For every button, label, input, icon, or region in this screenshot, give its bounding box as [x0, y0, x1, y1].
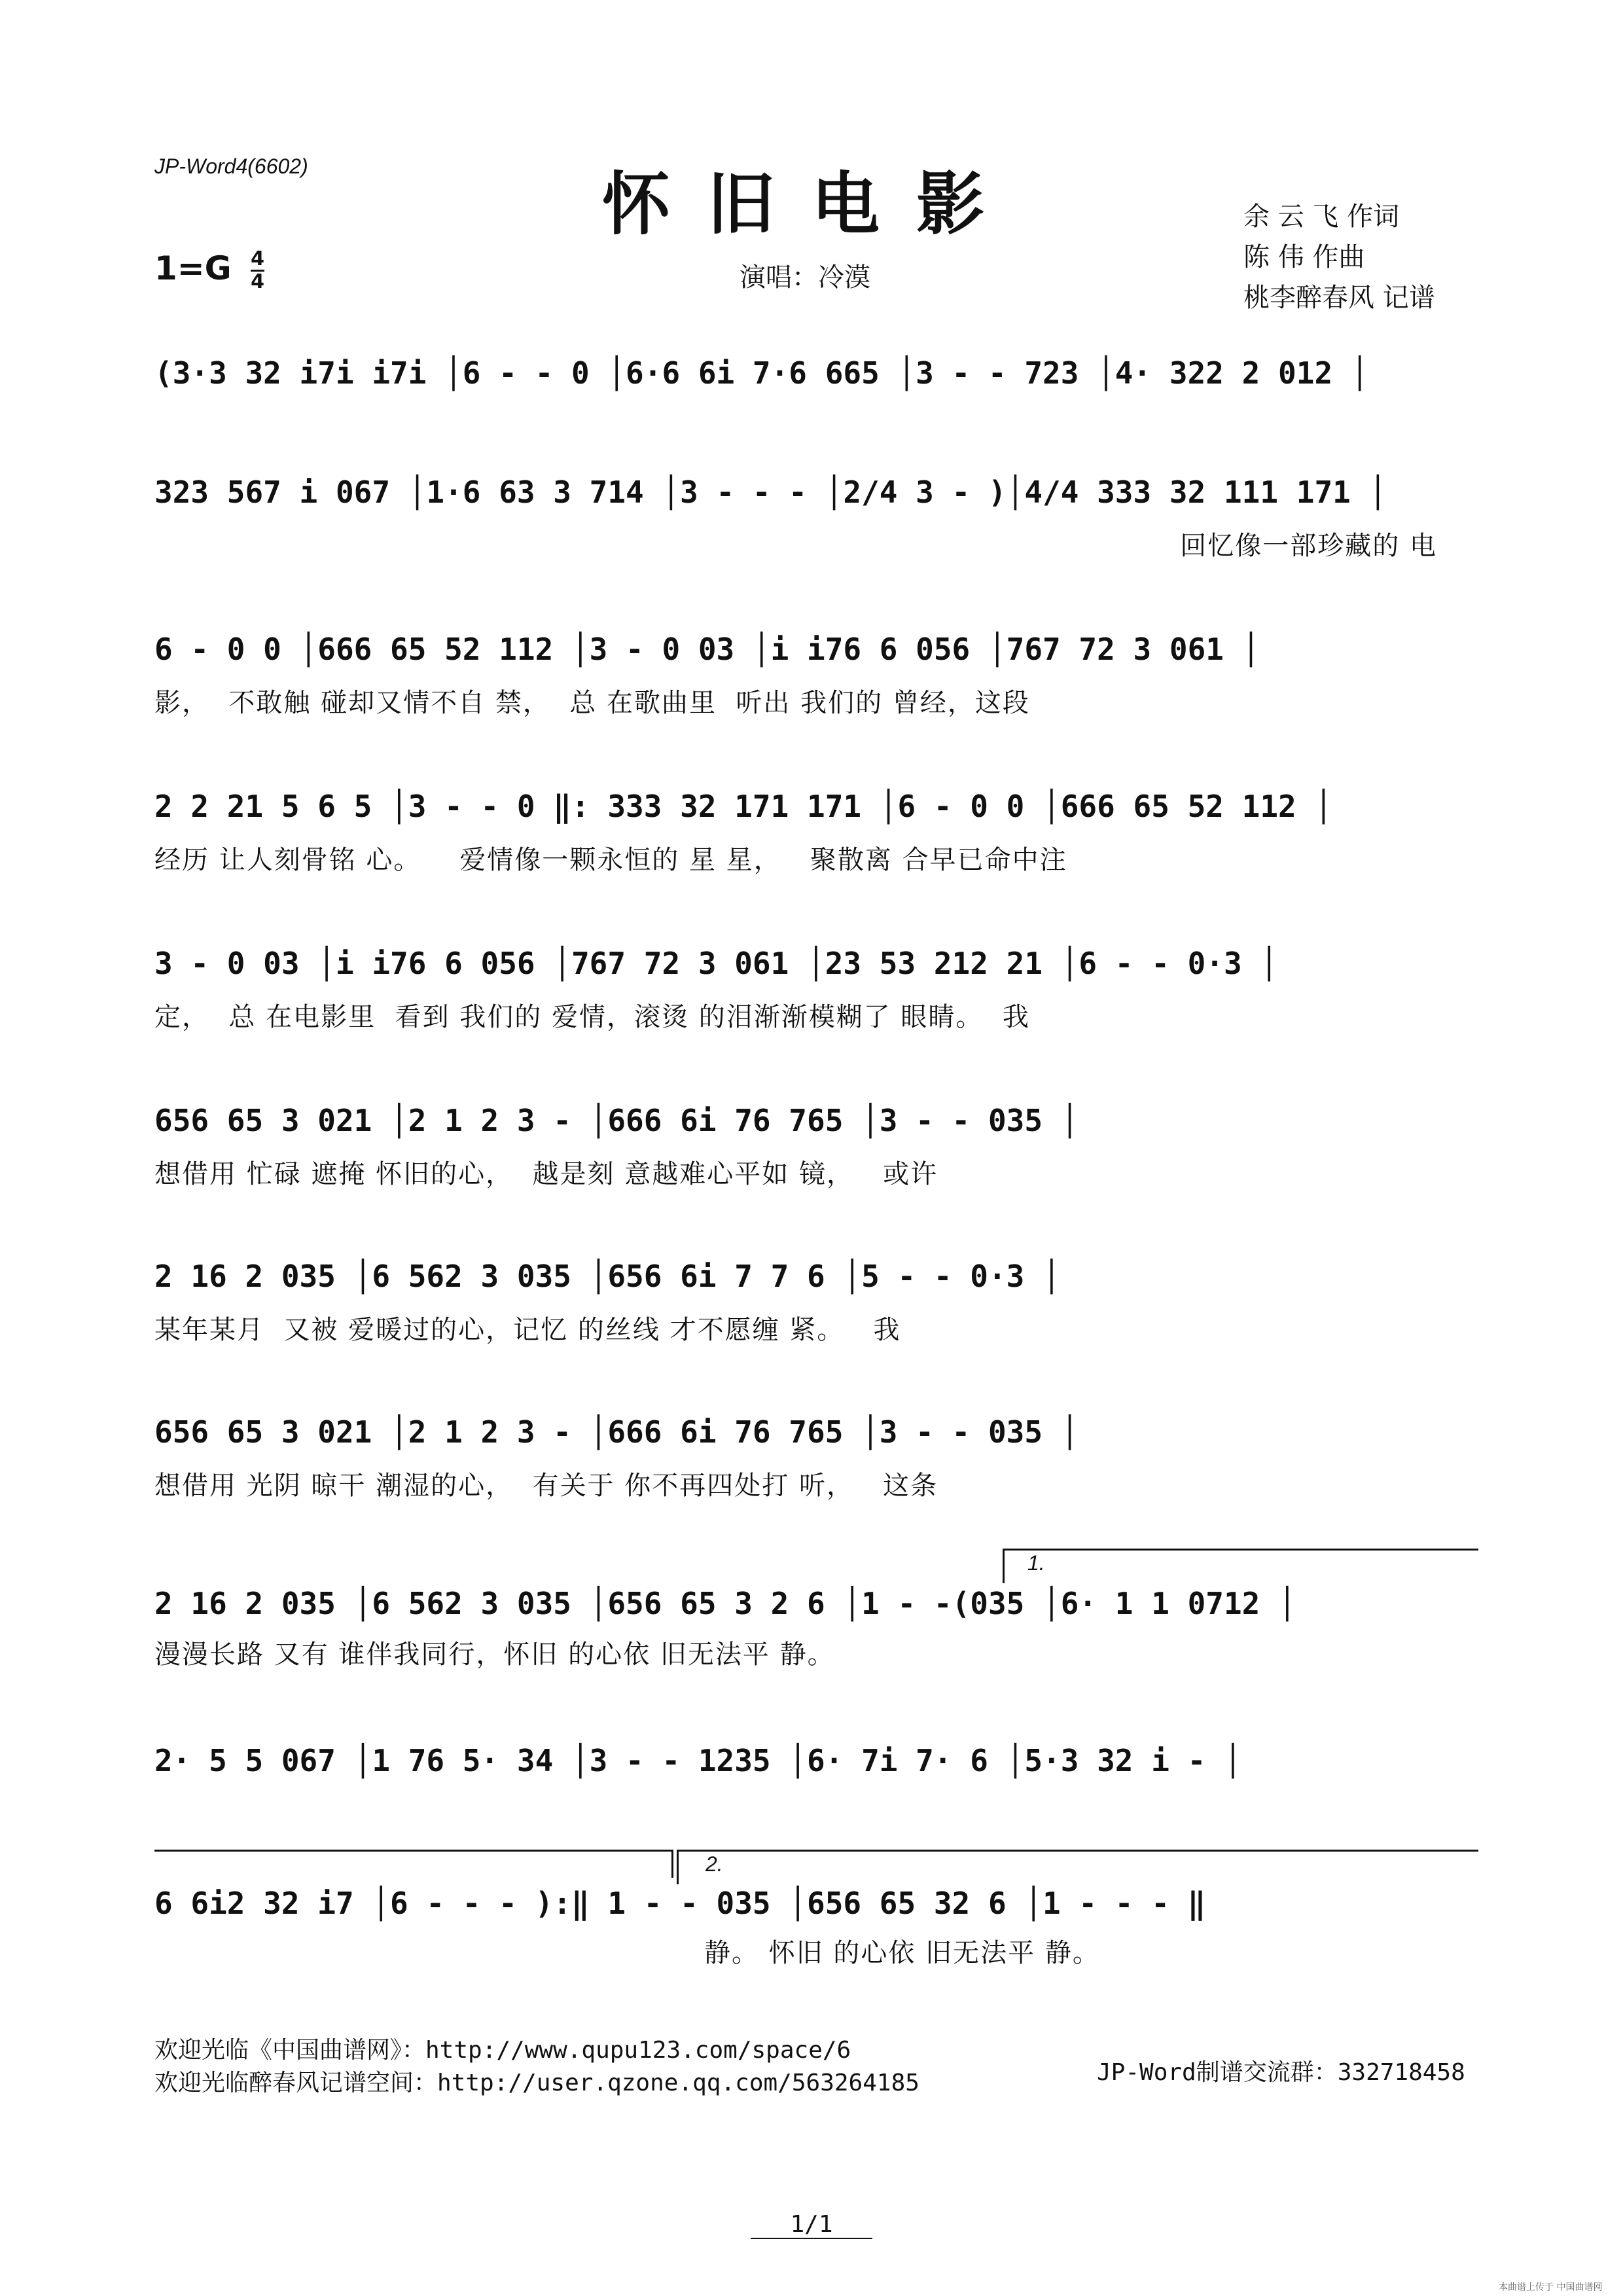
lyric-line-11: 静。 怀旧 的心依 旧无法平 静。	[704, 1938, 1100, 1968]
lyric-line-8: 想借用 光阴 晾干 潮湿的心， 有关于 你不再四处打 听， 这条	[154, 1471, 938, 1501]
score-line-10: 2· 5 5 067 │1 76 5· 34 │3 - - 1235 │6· 7i 7· 6 │5·3 32 i - │	[154, 1743, 1242, 1778]
lyric-line-7: 某年某月 又被 爱暖过的心，记忆 的丝线 才不愿缠 紧。 我	[154, 1315, 901, 1345]
qq-group: JP-Word制谱交流群：332718458	[1097, 2059, 1465, 2086]
song-title: 怀旧电影	[601, 164, 1021, 244]
lyric-line-9: 漫漫长路 又有 谁伴我同行，怀旧 的心依 旧无法平 静。	[154, 1640, 835, 1670]
site-watermark: 本曲谱上传于 中国曲谱网	[1499, 2282, 1603, 2293]
key-label: 1=G	[154, 249, 232, 287]
score-line-11: 6 6i2 32 i7 │6 - - - ):‖ 1 - - 035 │656 65 32 6 │1 - - - ‖	[154, 1886, 1206, 1921]
credits	[1243, 196, 1435, 318]
lyric-line-2: 回忆像一部珍藏的 电	[1180, 531, 1437, 561]
score-line-1: (3·3 32 i7i i7i │6 - - 0 │6·6 6i 7·6 665 │3 - - 723 │4· 322 2 012 │	[154, 355, 1369, 391]
page-number	[0, 2211, 1623, 2238]
second-ending-label: 2.	[705, 1852, 723, 1876]
score-line-6: 656 65 3 021 │2 1 2 3 - │666 6i 76 765 │3 - - 035 │	[154, 1103, 1079, 1138]
first-ending-continuation	[154, 1850, 673, 1878]
footer-link-qupu[interactable]: 欢迎光临《中国曲谱网》：http://www.qupu123.com/space/6	[154, 2037, 851, 2064]
software-version: JP-Word4(6602)	[154, 154, 308, 178]
score-line-4: 2 2 21 5 6 5 │3 - - 0 ‖: 333 32 171 171 │6 - 0 0 │666 65 52 112 │	[154, 789, 1333, 824]
second-ending-bracket	[677, 1850, 1478, 1884]
lyric-line-3: 影， 不敢触 碰却又情不自 禁， 总 在歌曲里 听出 我们的 曾经，这段	[154, 688, 1030, 718]
meter-top: 4	[251, 247, 265, 270]
footer-link-qzone[interactable]: 欢迎光临醉春风记谱空间：http://user.qzone.qq.com/563264185	[154, 2070, 919, 2096]
score-line-7: 2 16 2 035 │6 562 3 035 │656 6i 7 7 6 │5 - - 0·3 │	[154, 1259, 1061, 1294]
meter-bottom: 4	[251, 270, 265, 293]
first-ending-label: 1.	[1027, 1551, 1045, 1575]
key-signature	[154, 249, 264, 293]
time-signature	[251, 249, 264, 293]
lyric-line-5: 定， 总 在电影里 看到 我们的 爱情，滚烫 的泪渐渐模糊了 眼睛。 我	[154, 1002, 1030, 1032]
footer-links	[154, 2034, 919, 2100]
score-line-8: 656 65 3 021 │2 1 2 3 - │666 6i 76 765 │3 - - 035 │	[154, 1414, 1079, 1450]
score-line-5: 3 - 0 03 │i i76 6 056 │767 72 3 061 │23 53 212 21 │6 - - 0·3 │	[154, 946, 1279, 981]
lyric-line-4: 经历 让人刻骨铭 心。 爱情像一颗永恒的 星 星， 聚散离 合早已命中注	[154, 845, 1067, 875]
singer: 演唱：冷漠	[740, 262, 870, 293]
transcriber: 桃李醉春风 记谱	[1243, 283, 1435, 313]
lyric-line-6: 想借用 忙碌 遮掩 怀旧的心， 越是刻 意越难心平如 镜， 或许	[154, 1159, 938, 1189]
score-line-9: 2 16 2 035 │6 562 3 035 │656 65 3 2 6 │1 - -(035 │6· 1 1 0712 │	[154, 1586, 1296, 1621]
page-number-text: 1/1	[751, 2211, 872, 2239]
first-ending-bracket	[1003, 1549, 1478, 1583]
score-line-2: 323 567 i 067 │1·6 63 3 714 │3 - - - │2/4 3 - )│4/4 333 32 111 171 │	[154, 475, 1387, 510]
lyricist: 余 云 飞 作词	[1243, 202, 1400, 232]
score-line-3: 6 - 0 0 │666 65 52 112 │3 - 0 03 │i i76 6 056 │767 72 3 061 │	[154, 632, 1260, 667]
composer: 陈 伟 作曲	[1243, 242, 1365, 272]
